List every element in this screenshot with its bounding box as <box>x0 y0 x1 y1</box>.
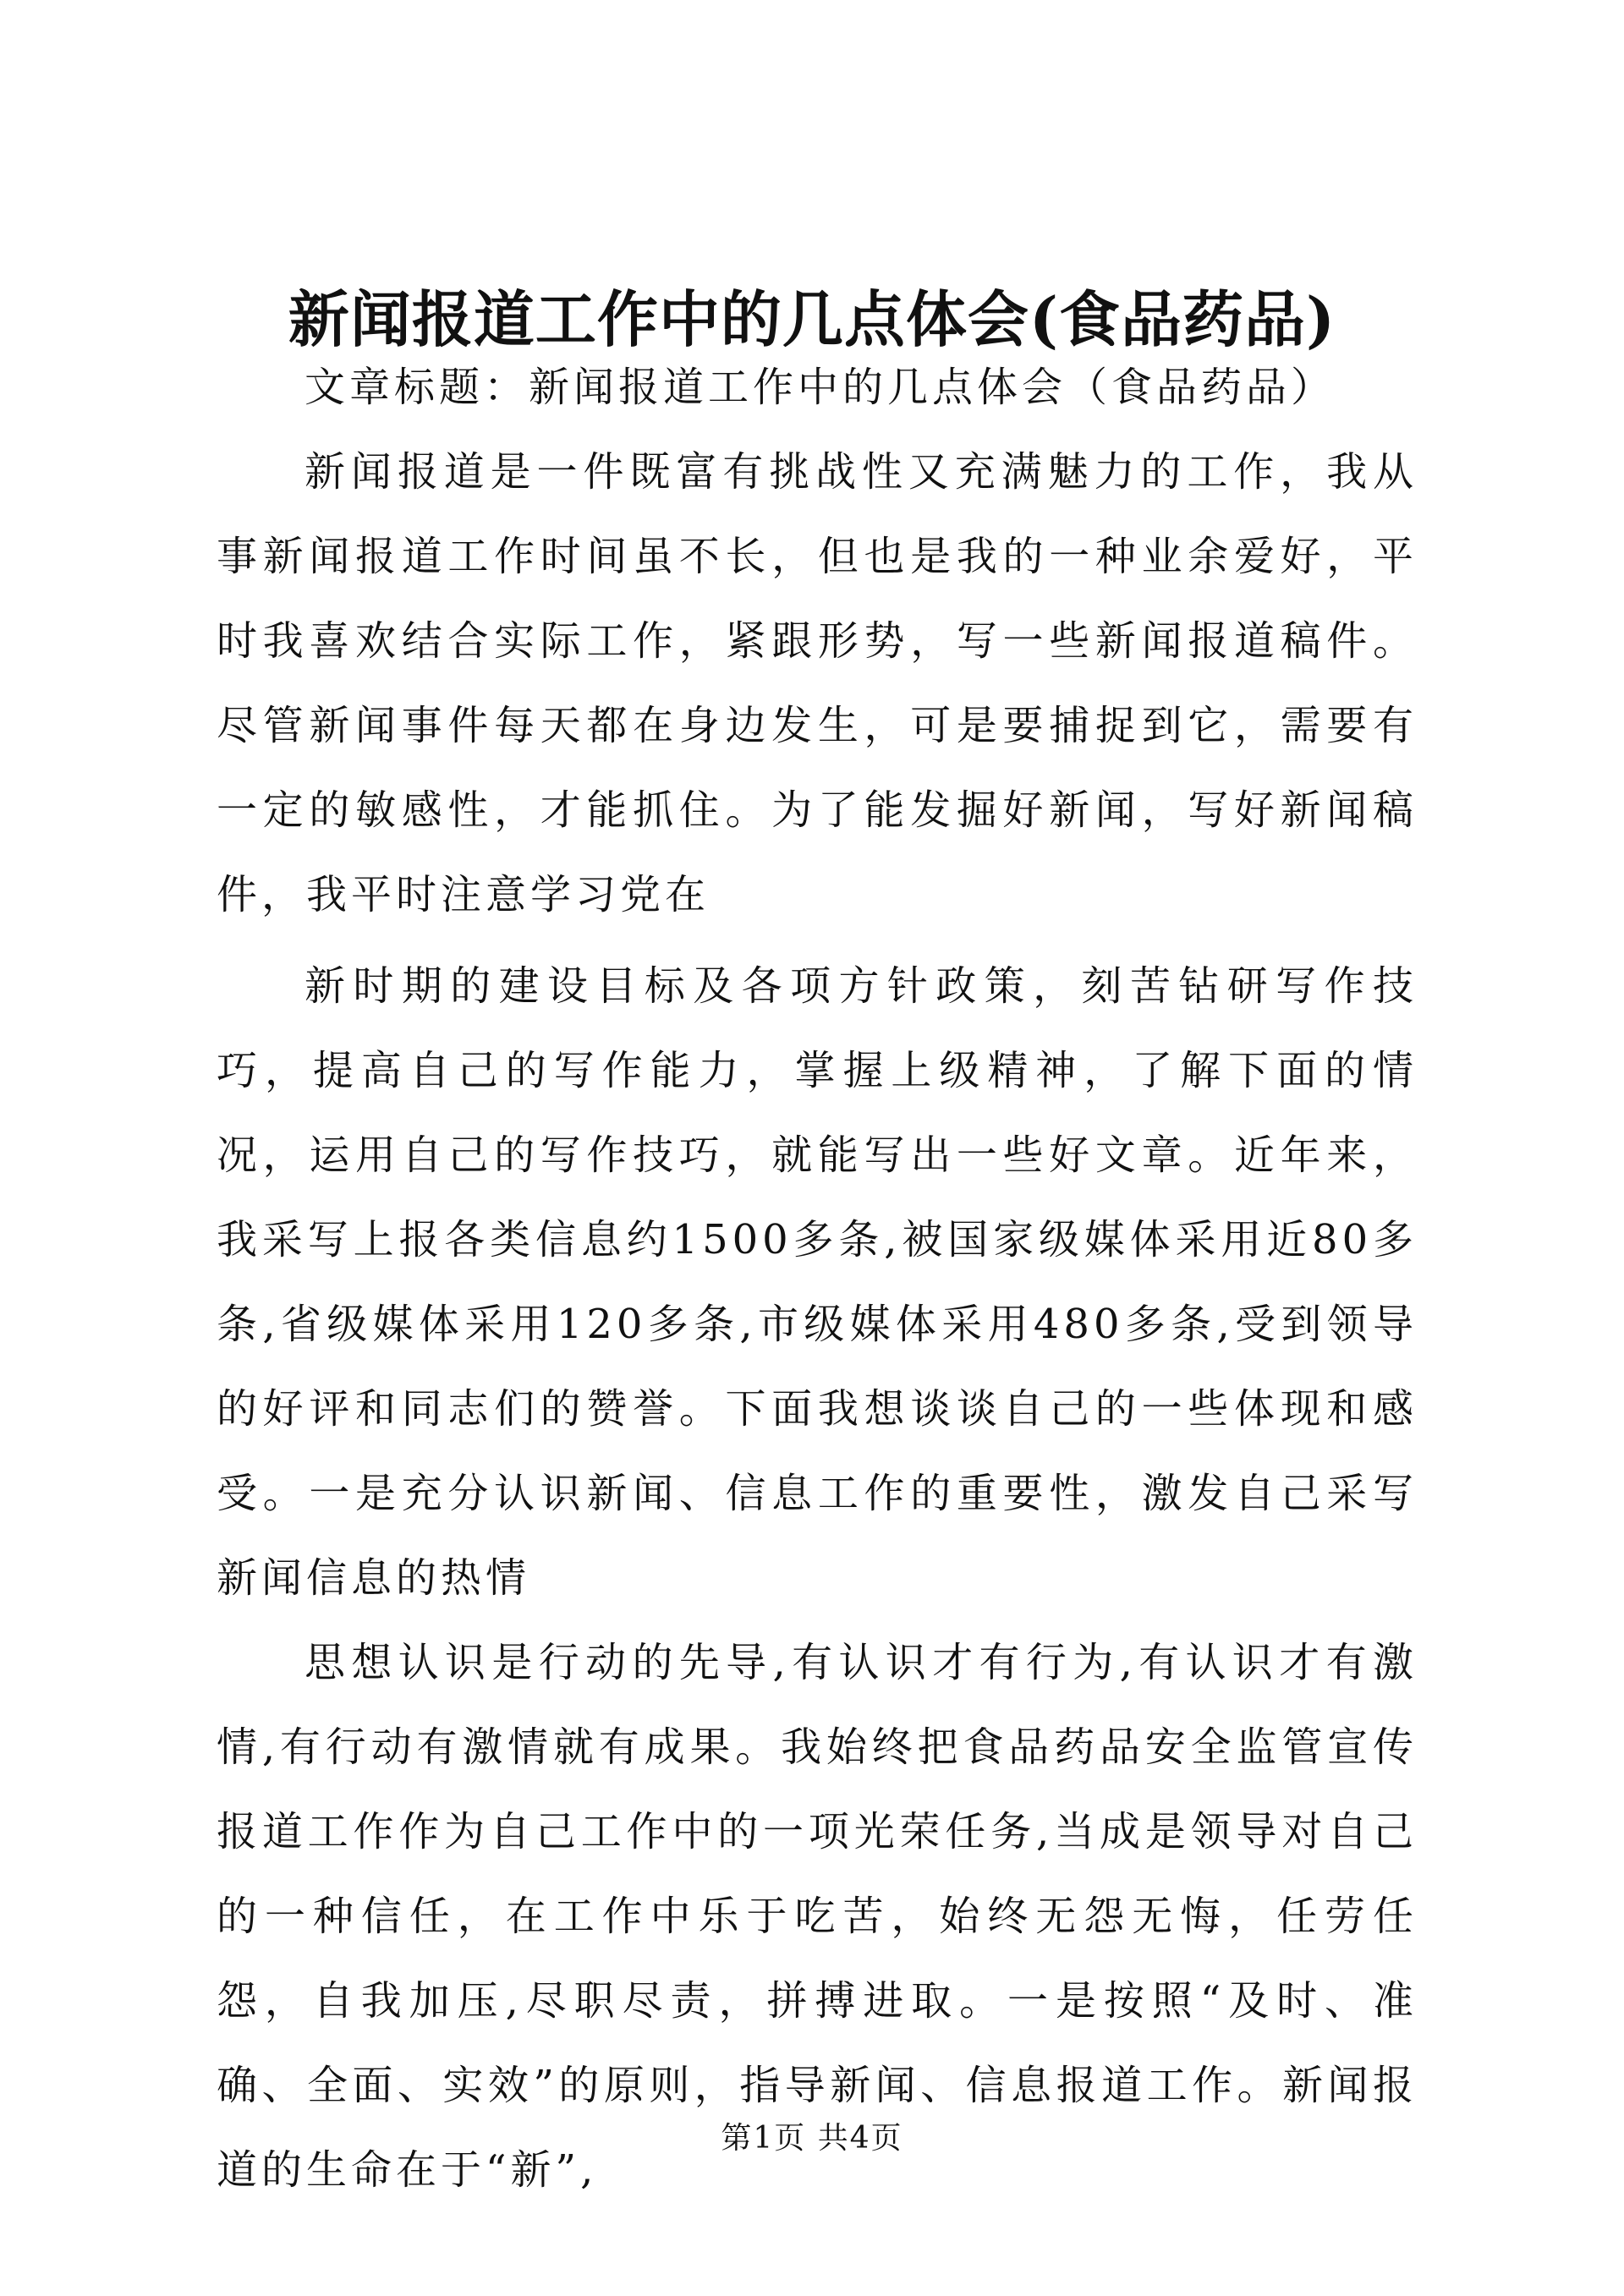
document-title: 新闻报道工作中的几点体会(食品药品) <box>288 283 1336 355</box>
document-body <box>217 345 1418 2212</box>
page-footer: 第1页 共4页 <box>721 2121 903 2156</box>
paragraph: 新闻报道是一件既富有挑战性又充满魅力的工作，我从事新闻报道工作时间虽不长，但也是我的一种业余爱好，平时我喜欢结合实际工作，紧跟形势，写一些新闻报道稿件。尽管新闻事件每天都在身边发生，可是要捕捉到它，需要有一定的敏感性，才能抓住。为了能发掘好新闻，写好新闻稿件，我平时注意学习党在 <box>217 448 1418 918</box>
paragraph: 新时期的建设目标及各项方针政策，刻苦钻研写作技巧，提高自己的写作能力，掌握上级精神，了解下面的情况，运用自己的写作技巧，就能写出一些好文章。近年来，我采写上报各类信息约1500多条,被国家级媒体采用近80多条,省级媒体采用120多条,市级媒体采用480多条,受到领导的好评和同志们的赞誉。下面我想谈谈自己的一些体现和感受。一是充分认识新闻、信息工作的重要性，激发自己采写新闻信息的热情 <box>217 962 1418 1602</box>
article-heading-line: 文章标题：新闻报道工作中的几点体会（食品药品） <box>304 364 1336 411</box>
paragraph: 思想认识是行动的先导,有认识才有行为,有认识才有激情,有行动有激情就有成果。我始终把食品药品安全监管宣传报道工作作为自己工作中的一项光荣任务,当成是领导对自己的一种信任，在工作中乐于吃苦，始终无怨无悔，任劳任怨，自我加压,尽职尽责，拼搏进取。一是按照“及时、准确、全面、实效”的原则，指导新闻、信息报道工作。新闻报道的生命在于“新”, <box>217 1639 1418 2194</box>
